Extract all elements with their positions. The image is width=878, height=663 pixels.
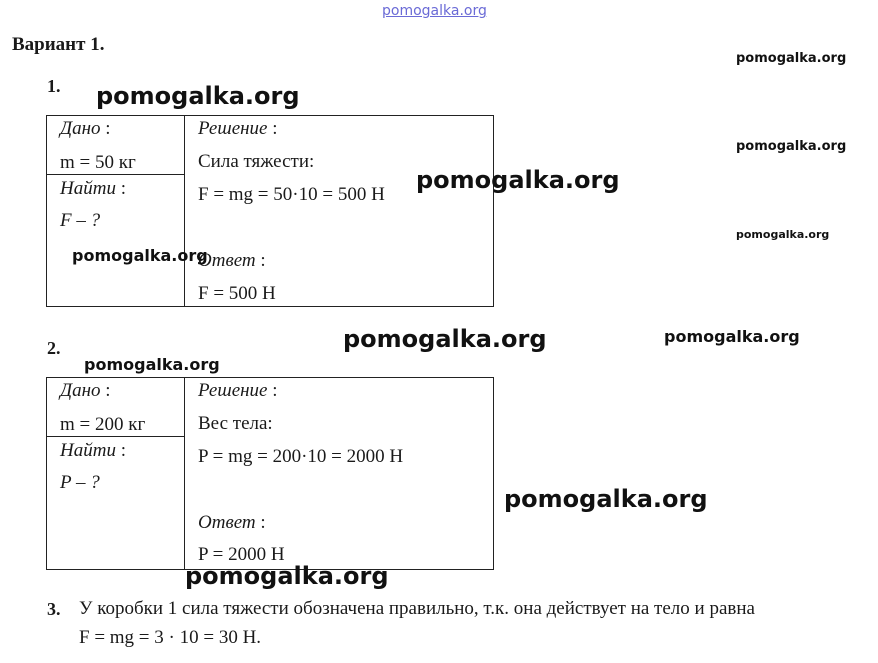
- problem-1-divider: [184, 115, 185, 307]
- problem-2-divider: [184, 377, 185, 570]
- problem-1-solution-label: Решение :: [198, 118, 278, 139]
- problem-1-solution-line: Сила тяжести:: [198, 151, 315, 172]
- problem-1-given-value: m = 50 кг: [60, 152, 136, 173]
- watermark-right-3: pomogalka.org: [736, 228, 830, 241]
- watermark-p2-small: pomogalka.org: [84, 355, 220, 374]
- problem-2-find-label: Найти :: [60, 440, 126, 461]
- problem-1-given-divider: [46, 174, 185, 175]
- problem-1-find-label: Найти :: [60, 178, 126, 199]
- problem-2-table: [46, 377, 494, 570]
- problem-1-table: [46, 115, 494, 307]
- watermark-p2-center: pomogalka.org: [343, 325, 547, 353]
- problem-2-solution-line: Вес тела:: [198, 413, 273, 434]
- problem-2-solution-label: Решение :: [198, 380, 278, 401]
- watermark-right-1: pomogalka.org: [736, 51, 847, 66]
- problem-1-answer-value: F = 500 Н: [198, 283, 276, 304]
- problem-1-answer-label: Ответ :: [198, 250, 266, 271]
- watermark-p1-small: pomogalka.org: [72, 246, 208, 265]
- variant-title: Вариант 1.: [12, 34, 105, 55]
- watermark-p3-top: pomogalka.org: [185, 562, 389, 590]
- problem-1-formula: F = mg = 50·10 = 500 Н: [198, 184, 385, 205]
- problem-3-line-1: У коробки 1 сила тяжести обозначена правильно, т.к. она действует на тело и равна: [79, 598, 755, 619]
- problem-2-number: 2.: [47, 338, 61, 358]
- problem-2-given-value: m = 200 кг: [60, 414, 146, 435]
- problem-2-given-label: Дано :: [60, 380, 111, 401]
- watermark-p1-mid: pomogalka.org: [416, 166, 620, 194]
- watermark-p2-right: pomogalka.org: [664, 327, 800, 346]
- problem-1-number: 1.: [47, 76, 61, 96]
- problem-1-given-label: Дано :: [60, 118, 111, 139]
- problem-1-find-value: F – ?: [60, 210, 101, 231]
- problem-2-answer-label: Ответ :: [198, 512, 266, 533]
- problem-2-answer-value: P = 2000 Н: [198, 544, 285, 565]
- problem-2-find-value: P – ?: [60, 472, 100, 493]
- watermark-p2-mid: pomogalka.org: [504, 485, 708, 513]
- problem-3-line-2: F = mg = 3 · 10 = 30 Н.: [79, 627, 262, 648]
- problem-3-number: 3.: [47, 599, 61, 619]
- problem-2-formula: P = mg = 200·10 = 2000 Н: [198, 446, 404, 467]
- watermark-top: pomogalka.org: [382, 3, 487, 19]
- problem-2-given-divider: [46, 436, 185, 437]
- watermark-p1-big: pomogalka.org: [96, 82, 300, 110]
- watermark-right-2: pomogalka.org: [736, 139, 847, 154]
